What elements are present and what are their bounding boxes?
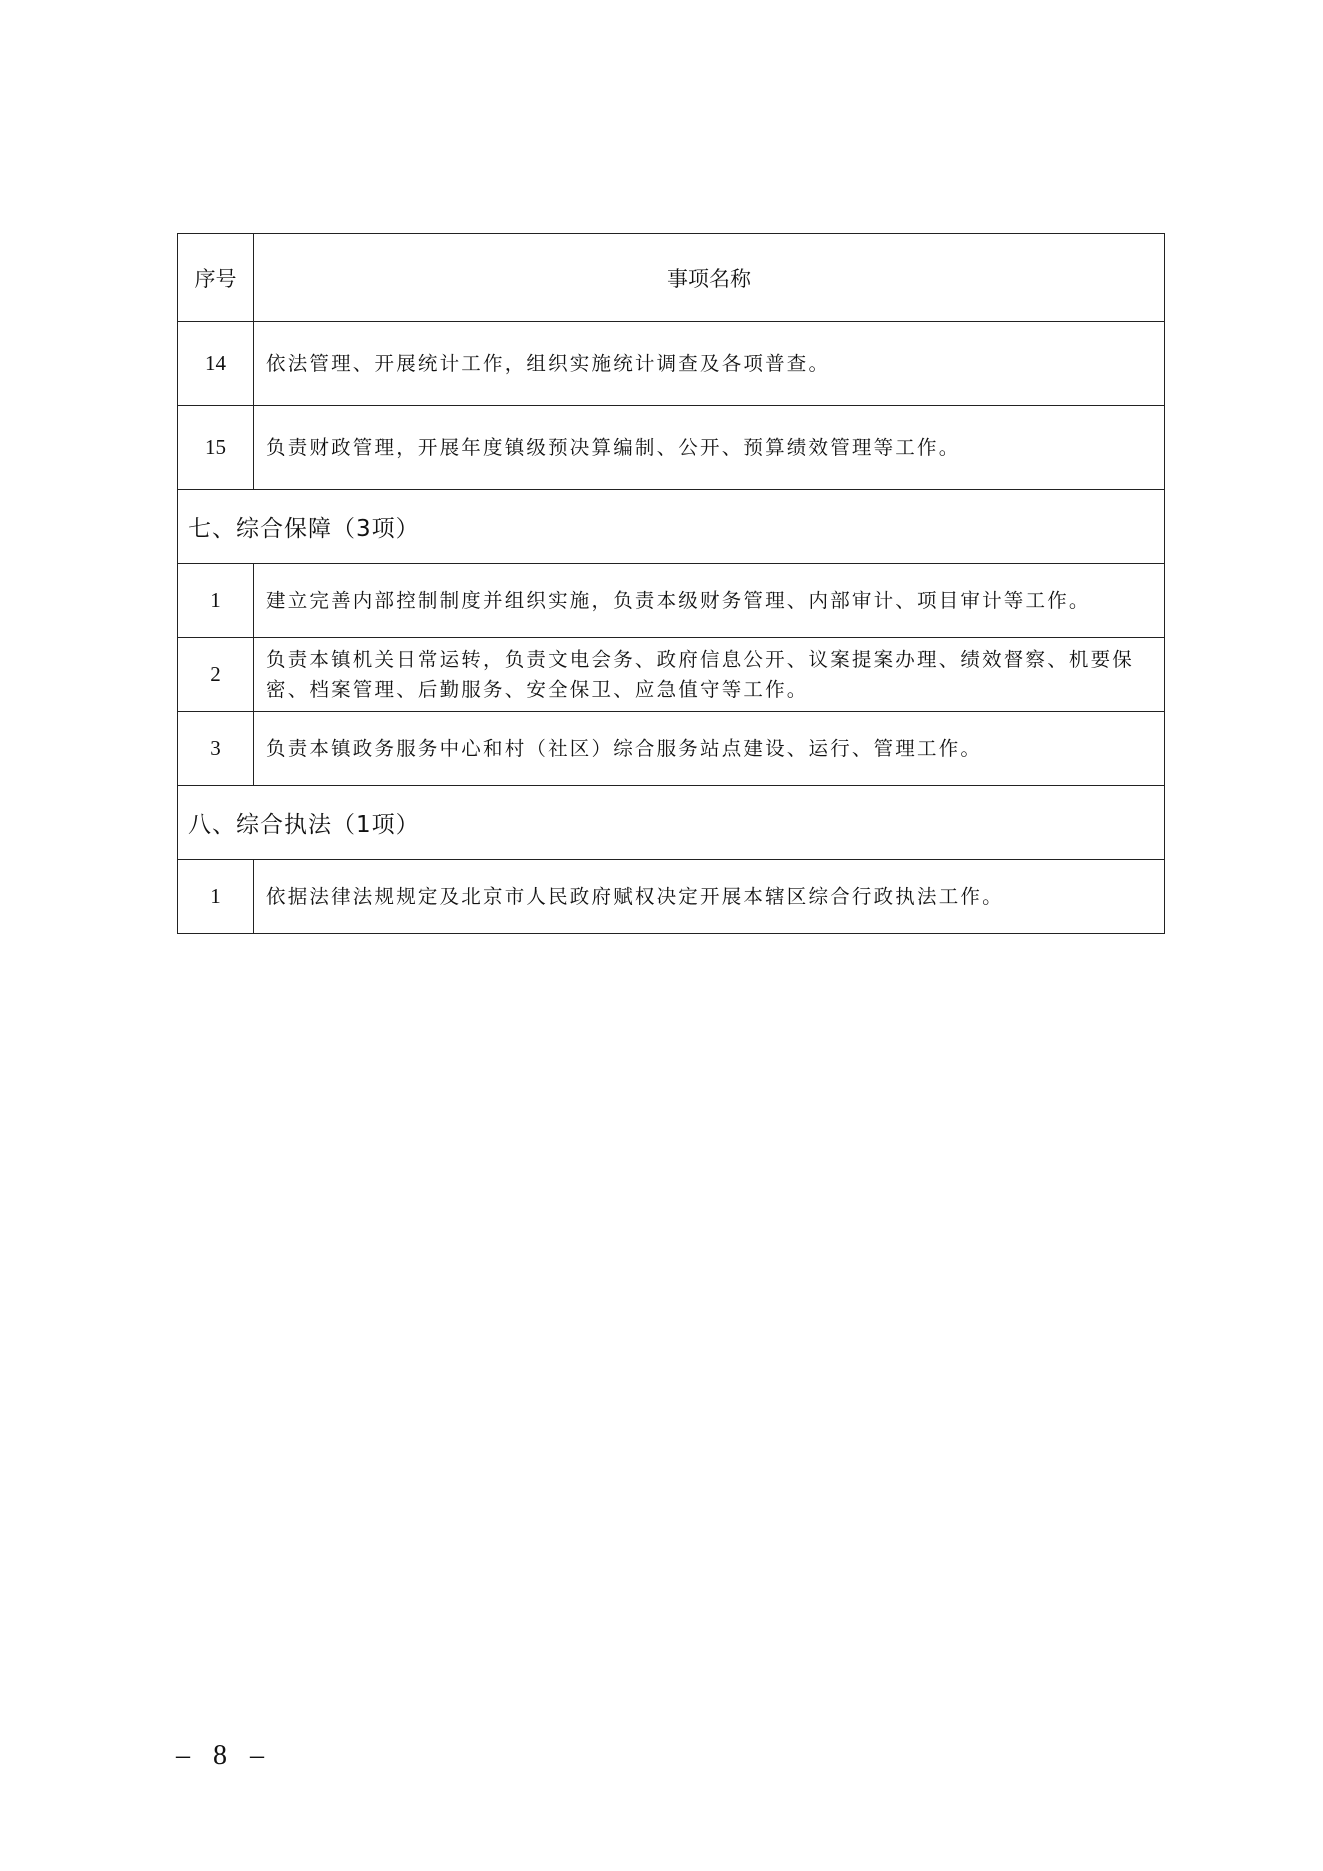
section-title: 八、综合执法（1项） xyxy=(178,786,1165,860)
row-number: 14 xyxy=(178,322,254,406)
table-header xyxy=(178,234,1165,322)
row-text: 建立完善内部控制制度并组织实施，负责本级财务管理、内部审计、项目审计等工作。 xyxy=(254,564,1165,638)
section-title: 七、综合保障（3项） xyxy=(178,490,1165,564)
table-row xyxy=(178,322,1165,406)
row-text: 负责本镇机关日常运转，负责文电会务、政府信息公开、议案提案办理、绩效督察、机要保密、档案管理、后勤服务、安全保卫、应急值守等工作。 xyxy=(254,638,1165,712)
section-header xyxy=(178,490,1165,564)
table-row xyxy=(178,406,1165,490)
row-number: 3 xyxy=(178,712,254,786)
row-number: 1 xyxy=(178,860,254,934)
table-row xyxy=(178,860,1165,934)
page-number: – 8 – xyxy=(176,1740,272,1771)
row-text: 依法管理、开展统计工作，组织实施统计调查及各项普查。 xyxy=(254,322,1165,406)
table-row xyxy=(178,638,1165,712)
row-number: 15 xyxy=(178,406,254,490)
table-row xyxy=(178,564,1165,638)
row-number: 2 xyxy=(178,638,254,712)
row-text: 依据法律法规规定及北京市人民政府赋权决定开展本辖区综合行政执法工作。 xyxy=(254,860,1165,934)
header-no: 序号 xyxy=(178,234,254,322)
row-number: 1 xyxy=(178,564,254,638)
row-text: 负责财政管理，开展年度镇级预决算编制、公开、预算绩效管理等工作。 xyxy=(254,406,1165,490)
section-header xyxy=(178,786,1165,860)
table-row xyxy=(178,712,1165,786)
duties-table xyxy=(177,233,1165,934)
row-text: 负责本镇政务服务中心和村（社区）综合服务站点建设、运行、管理工作。 xyxy=(254,712,1165,786)
header-name: 事项名称 xyxy=(254,234,1165,322)
